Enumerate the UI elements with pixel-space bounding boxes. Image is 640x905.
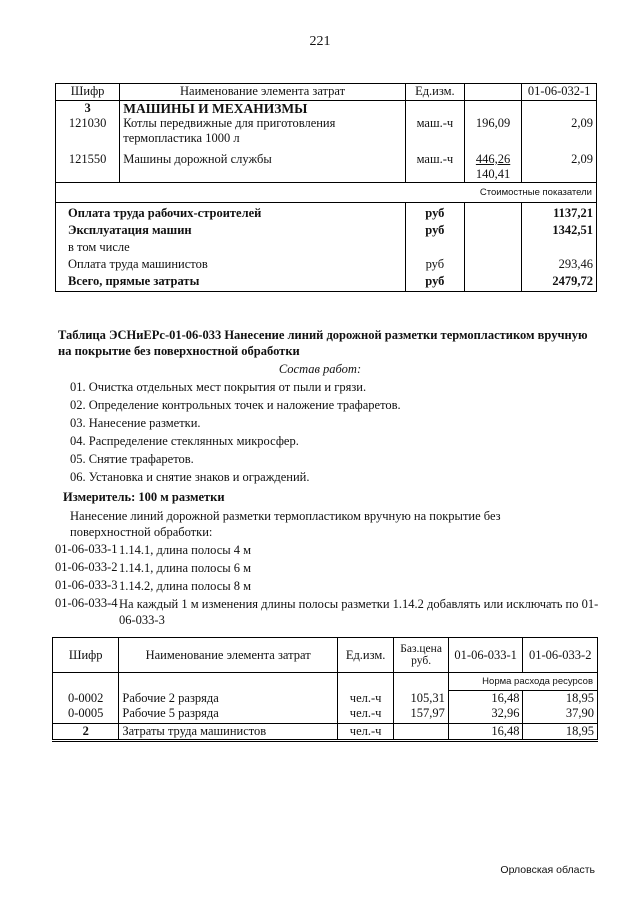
row-code: 121550: [56, 146, 120, 183]
composition-heading: Состав работ:: [278, 362, 362, 376]
table-row: [53, 691, 598, 707]
row-name: Рабочие 2 разряда: [119, 691, 338, 707]
summary-value: 1137,21: [522, 203, 597, 222]
row-price: 446,26: [475, 152, 511, 166]
code-row: [55, 596, 599, 628]
code: 01-06-033-2: [55, 560, 118, 574]
header-name: Наименование элемента затрат: [120, 84, 406, 101]
summary-unit: руб: [405, 203, 464, 222]
page-number: 221: [309, 34, 331, 49]
summary-row: [56, 255, 597, 272]
header-unit: Ед.изм.: [405, 84, 464, 101]
summary-unit: руб: [405, 272, 464, 292]
row-price: 157,97: [394, 706, 449, 724]
summary-label: в том числе: [56, 238, 406, 255]
description: Нанесение линий дорожной разметки термопластиком вручную на покрытие без поверхностной обработки:: [70, 509, 501, 539]
code: 01-06-033-3: [55, 578, 118, 592]
header-column-code: 01-06-032-1: [522, 84, 597, 101]
header-base-price: Баз.цена руб.: [394, 638, 449, 673]
summary-label: Эксплуатация машин: [56, 221, 406, 238]
labor-table: [52, 637, 598, 742]
header-code: Шифр: [56, 84, 120, 101]
machines-table: [55, 83, 597, 292]
code-row: [55, 560, 599, 576]
code-text: 1.14.1, длина полосы 4 м: [119, 543, 252, 557]
summary-row: [56, 272, 597, 292]
table-header-row: [53, 638, 598, 673]
measure-unit: Измеритель: 100 м разметки: [63, 490, 225, 504]
header-column-code: 01-06-033-1: [448, 638, 523, 673]
row-price: 196,09: [464, 116, 522, 146]
cost-note: Стоимостные показатели: [56, 183, 597, 203]
row-value-2: 37,90: [523, 706, 598, 724]
summary-row: [56, 221, 597, 238]
row-price-secondary: 140,41: [475, 167, 511, 181]
row-unit: маш.-ч: [405, 116, 464, 146]
section-row: [56, 101, 597, 117]
row-price: [394, 724, 449, 741]
table-row: [56, 116, 597, 146]
row-value-1: 16,48: [448, 691, 523, 707]
code-row: [55, 542, 599, 558]
row-value-2: 18,95: [523, 724, 598, 741]
work-item: 04. Распределение стеклянных микросфер.: [70, 434, 299, 448]
section-code: 3: [56, 101, 120, 117]
row-unit: маш.-ч: [405, 146, 464, 183]
table-row: [53, 724, 598, 741]
row-price: 105,31: [394, 691, 449, 707]
work-item: 06. Установка и снятие знаков и ограждений.: [70, 470, 310, 484]
summary-label: Оплата труда рабочих-строителей: [56, 203, 406, 222]
summary-label: Оплата труда машинистов: [56, 255, 406, 272]
header-name: Наименование элемента затрат: [119, 638, 338, 673]
row-code: 121030: [56, 116, 120, 146]
row-unit: чел.-ч: [337, 691, 393, 707]
section-title: МАШИНЫ И МЕХАНИЗМЫ: [120, 101, 406, 117]
table-header-row: [56, 84, 597, 101]
row-value: 2,09: [522, 146, 597, 183]
summary-value: 2479,72: [522, 272, 597, 292]
footer-region: Орловская область: [500, 864, 595, 876]
summary-value: 1342,51: [522, 221, 597, 238]
code: 01-06-033-1: [55, 542, 118, 556]
row-unit: чел.-ч: [337, 724, 393, 741]
code-text: 1.14.1, длина полосы 6 м: [119, 561, 252, 575]
row-code: 2: [53, 724, 119, 741]
norm-note: Норма расхода ресурсов: [448, 673, 597, 691]
row-name: Рабочие 5 разряда: [119, 706, 338, 724]
row-value-1: 32,96: [448, 706, 523, 724]
row-value-1: 16,48: [448, 724, 523, 741]
code-text: 1.14.2, длина полосы 8 м: [119, 579, 252, 593]
row-value-2: 18,95: [523, 691, 598, 707]
row-price-cell: [464, 146, 522, 183]
table-title: Таблица ЭСНиЕРс-01-06-033 Нанесение линий дорожной разметки термопластиком вручную на покрытие без поверхностной обработки: [58, 328, 588, 358]
code-text: На каждый 1 м изменения длины полосы разметки 1.14.2 добавлять или исключать по 01-06-033-3: [119, 597, 599, 627]
row-name: Затраты труда машинистов: [119, 724, 338, 741]
cost-note-row: [56, 183, 597, 203]
row-code: 0-0005: [53, 706, 119, 724]
row-value: 2,09: [522, 116, 597, 146]
summary-label: Всего, прямые затраты: [56, 272, 406, 292]
row-code: 0-0002: [53, 691, 119, 707]
code-row: [55, 578, 599, 594]
summary-unit: руб: [405, 221, 464, 238]
summary-row: [56, 203, 597, 222]
work-item: 01. Очистка отдельных мест покрытия от пыли и грязи.: [70, 380, 367, 394]
summary-value: 293,46: [522, 255, 597, 272]
table-row: [56, 146, 597, 183]
header-column-code: 01-06-033-2: [523, 638, 598, 673]
summary-unit: руб: [405, 255, 464, 272]
code: 01-06-033-4: [55, 596, 118, 610]
row-unit: чел.-ч: [337, 706, 393, 724]
row-name: Котлы передвижные для приготовления термопластика 1000 л: [120, 116, 406, 146]
work-item: 05. Снятие трафаретов.: [70, 452, 194, 466]
summary-row: [56, 238, 597, 255]
row-name: Машины дорожной службы: [120, 146, 406, 183]
work-item: 02. Определение контрольных точек и наложение трафаретов.: [70, 398, 401, 412]
norm-note-row: [53, 673, 598, 691]
header-code: Шифр: [53, 638, 119, 673]
header-price: [464, 84, 522, 101]
table-row: [53, 706, 598, 724]
header-unit: Ед.изм.: [337, 638, 393, 673]
work-item: 03. Нанесение разметки.: [70, 416, 201, 430]
